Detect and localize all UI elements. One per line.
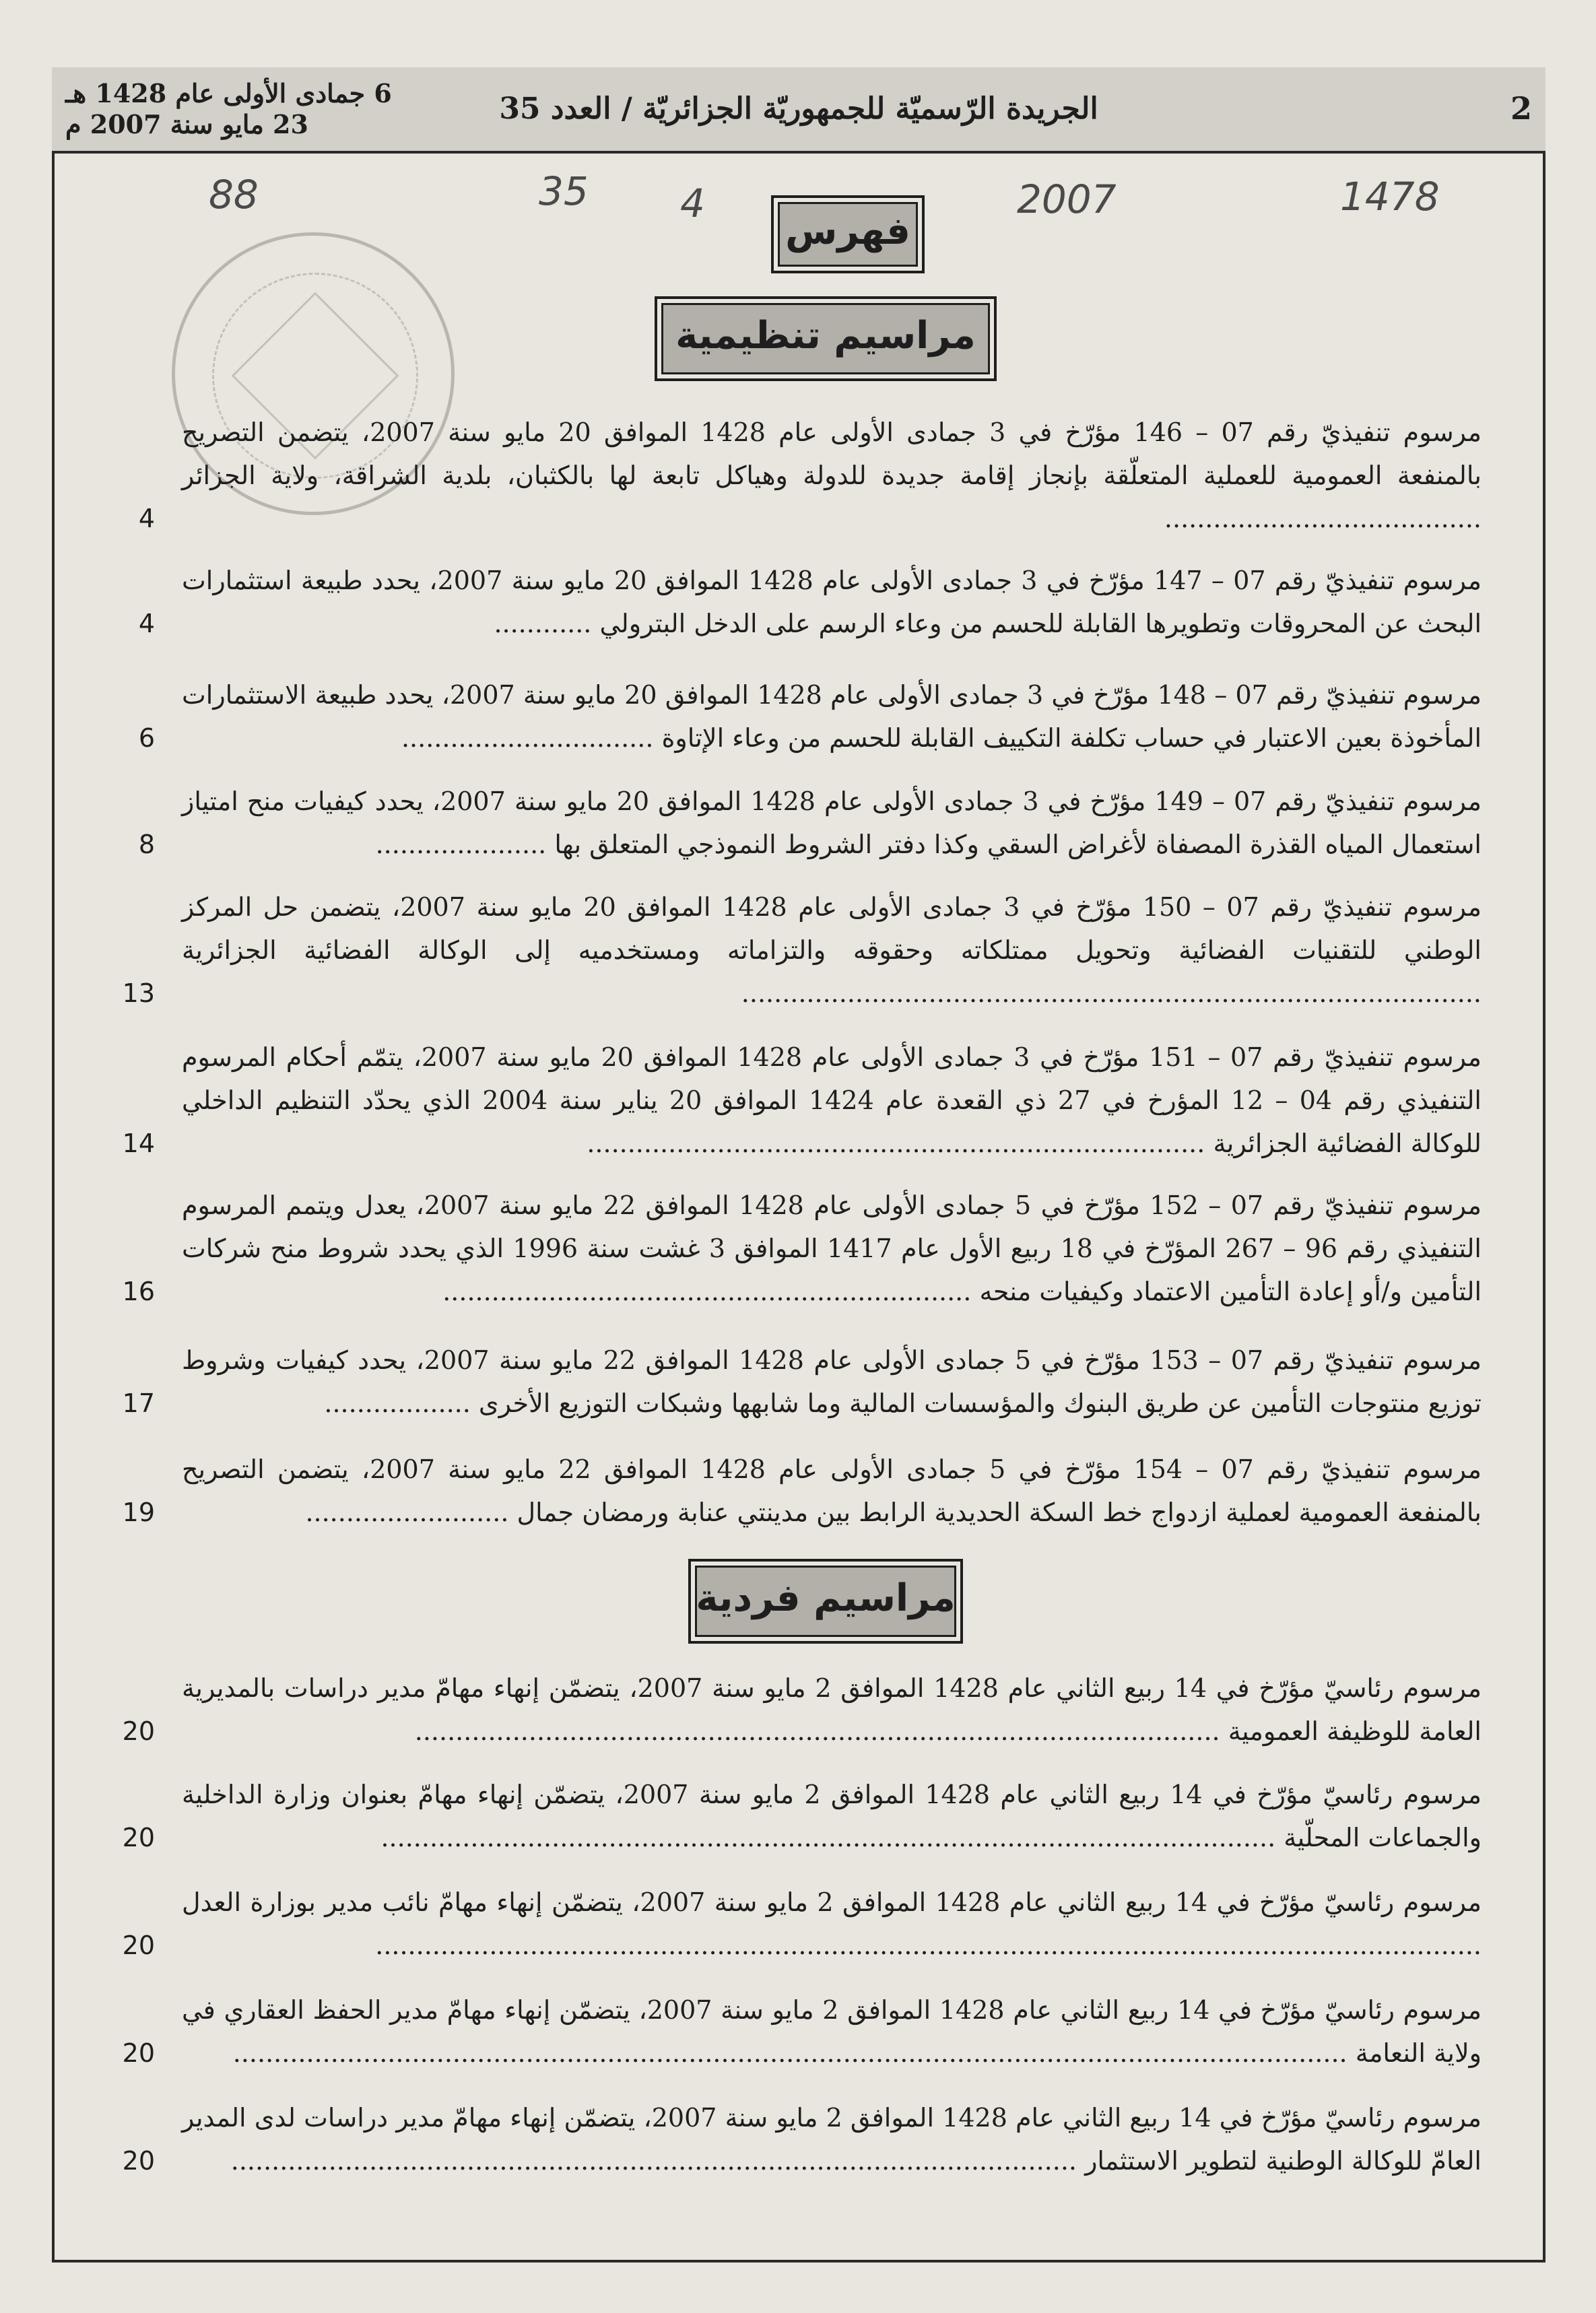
entry-page: 20 xyxy=(122,2146,155,2176)
entry-text: مرسوم تنفيذيّ رقم 07 – 151 مؤرّخ في 3 جمادى الأولى عام 1428 الموافق 20 مايو سنة 2007، يتمّم أحكام المرسوم التنفيذي رقم 04 – 12 المؤرخ في 27 ذي القعدة عام 1424 الموافق 20 يناير سنة 2004 الذي يحدّد التنظيم الداخلي للوكالة الفضائية الجزائرية xyxy=(182,1042,1482,1158)
entry-page: 4 xyxy=(138,504,155,533)
handwritten-note-3: 4 xyxy=(680,180,705,226)
entry-page: 20 xyxy=(122,1823,155,1852)
entry-page: 4 xyxy=(138,609,155,638)
toc-entry[interactable]: مرسوم تنفيذيّ رقم 07 – 148 مؤرّخ في 3 جمادى الأولى عام 1428 الموافق 20 مايو سنة 2007، يحدد طبيعة الاستثمارات المأخوذة بعين الاعتبار في حساب تكلفة التكييف القابلة للحسم من وعاء الإتاوة ............................... 6 xyxy=(182,673,1482,760)
toc-entry[interactable]: مرسوم تنفيذيّ رقم 07 – 150 مؤرّخ في 3 جمادى الأولى عام 1428 الموافق 20 مايو سنة 2007، يتضمن حل المركز الوطني للتقنيات الفضائية وتحويل ممتلكاته وحقوقه والتزاماته ومستخدميه إلى الوكالة الفضائية الجزائرية ........................................................................................... 13 xyxy=(182,885,1482,1015)
entry-text: مرسوم تنفيذيّ رقم 07 – 146 مؤرّخ في 3 جمادى الأولى عام 1428 الموافق 20 مايو سنة 2007، يتضمن التصريح بالمنفعة العمومية للعملية المتعلّقة بإنجاز إقامة جديدة للدولة وهياكل تابعة لها بالكثبان، بلدية الشراقة، ولاية الجزائر xyxy=(182,417,1482,490)
individual-decrees-title: مراسيم فردية xyxy=(688,1559,963,1644)
handwritten-note-4: 2007 xyxy=(1017,176,1117,222)
entry-text: مرسوم رئاسيّ مؤرّخ في 14 ربيع الثاني عام 1428 الموافق 2 مايو سنة 2007، يتضمّن إنهاء مهامّ مدير دراسات بالمديرية العامة للوظيفة العمومية xyxy=(182,1673,1482,1746)
entry-page: 20 xyxy=(122,2038,155,2068)
entry-page: 16 xyxy=(122,1277,155,1306)
entry-page: 20 xyxy=(122,1931,155,1960)
entry-text: مرسوم تنفيذيّ رقم 07 – 154 مؤرّخ في 5 جمادى الأولى عام 1428 الموافق 22 مايو سنة 2007، يتضمن التصريح بالمنفعة العمومية لعملية ازدواج خط السكة الحديدية الرابط بين مدينتي عنابة ورمضان جمال xyxy=(182,1454,1482,1527)
entry-page: 17 xyxy=(122,1388,155,1418)
entry-page: 19 xyxy=(122,1498,155,1527)
entry-text: مرسوم تنفيذيّ رقم 07 – 153 مؤرّخ في 5 جمادى الأولى عام 1428 الموافق 22 مايو سنة 2007، يحدد كيفيات وشروط توزيع منتوجات التأمين عن طريق البنوك والمؤسسات المالية وما شابهها وشبكات التوزيع الأخرى xyxy=(182,1345,1482,1418)
toc-entry[interactable]: مرسوم رئاسيّ مؤرّخ في 14 ربيع الثاني عام 1428 الموافق 2 مايو سنة 2007، يتضمّن إنهاء مهامّ مدير الحفظ العقاري في ولاية النعامة ......................................................................................................................................... 20 xyxy=(182,1988,1482,2075)
entry-text: مرسوم تنفيذيّ رقم 07 – 147 مؤرّخ في 3 جمادى الأولى عام 1428 الموافق 20 مايو سنة 2007، يحدد طبيعة استثمارات البحث عن المحروقات وتطويرها القابلة للحسم من وعاء الرسم على الدخل البترولي xyxy=(182,566,1482,638)
toc-entry[interactable]: مرسوم تنفيذيّ رقم 07 – 147 مؤرّخ في 3 جمادى الأولى عام 1428 الموافق 20 مايو سنة 2007، يحدد طبيعة استثمارات البحث عن المحروقات وتطويرها القابلة للحسم من وعاء الرسم على الدخل البترولي ............ 4 xyxy=(182,559,1482,645)
handwritten-note-2: 35 xyxy=(539,168,589,214)
entry-text: مرسوم رئاسيّ مؤرّخ في 14 ربيع الثاني عام 1428 الموافق 2 مايو سنة 2007، يتضمّن إنهاء مهامّ بعنوان وزارة الداخلية والجماعات المحلّية xyxy=(182,1780,1482,1852)
page-number: 2 xyxy=(1510,90,1532,127)
entry-text: مرسوم رئاسيّ مؤرّخ في 14 ربيع الثاني عام 1428 الموافق 2 مايو سنة 2007، يتضمّن إنهاء مهامّ مدير دراسات لدى المدير العامّ للوكالة الوطنية لتطوير الاستثمار xyxy=(182,2103,1482,2176)
entry-page: 13 xyxy=(122,978,155,1008)
toc-entry[interactable]: مرسوم تنفيذيّ رقم 07 – 154 مؤرّخ في 5 جمادى الأولى عام 1428 الموافق 22 مايو سنة 2007، يتضمن التصريح بالمنفعة العمومية لعملية ازدواج خط السكة الحديدية الرابط بين مدينتي عنابة ورمضان جمال ......................... 19 xyxy=(182,1448,1482,1534)
entry-page: 20 xyxy=(122,1716,155,1746)
entry-text: مرسوم تنفيذيّ رقم 07 – 150 مؤرّخ في 3 جمادى الأولى عام 1428 الموافق 20 مايو سنة 2007، يتضمن حل المركز الوطني للتقنيات الفضائية وتحويل ممتلكاته وحقوقه والتزاماته ومستخدميه إلى الوكالة الفضائية الجزائرية xyxy=(182,892,1482,965)
toc-entry[interactable]: مرسوم تنفيذيّ رقم 07 – 151 مؤرّخ في 3 جمادى الأولى عام 1428 الموافق 20 مايو سنة 2007، يتمّم أحكام المرسوم التنفيذي رقم 04 – 12 المؤرخ في 27 ذي القعدة عام 1424 الموافق 20 يناير سنة 2004 الذي يحدّد التنظيم الداخلي للوكالة الفضائية الجزائرية ............................................................................ 14 xyxy=(182,1036,1482,1165)
journal-title: الجريدة الرّسميّة للجمهوريّة الجزائريّة / العدد 35 xyxy=(499,92,1098,126)
toc-entry[interactable]: مرسوم رئاسيّ مؤرّخ في 14 ربيع الثاني عام 1428 الموافق 2 مايو سنة 2007، يتضمّن إنهاء مهامّ بعنوان وزارة الداخلية والجماعات المحلّية .............................................................................................................. 20 xyxy=(182,1773,1482,1859)
toc-entry[interactable]: مرسوم رئاسيّ مؤرّخ في 14 ربيع الثاني عام 1428 الموافق 2 مايو سنة 2007، يتضمّن إنهاء مهامّ نائب مدير بوزارة العدل ........................................................................................................................................ 20 xyxy=(182,1881,1482,1967)
entry-page: 8 xyxy=(138,830,155,859)
entry-text: مرسوم رئاسيّ مؤرّخ في 14 ربيع الثاني عام 1428 الموافق 2 مايو سنة 2007، يتضمّن إنهاء مهامّ مدير الحفظ العقاري في ولاية النعامة xyxy=(182,1995,1482,2068)
entry-text: مرسوم تنفيذيّ رقم 07 – 148 مؤرّخ في 3 جمادى الأولى عام 1428 الموافق 20 مايو سنة 2007، يحدد طبيعة الاستثمارات المأخوذة بعين الاعتبار في حساب تكلفة التكييف القابلة للحسم من وعاء الإتاوة xyxy=(182,680,1482,753)
toc-entry[interactable]: مرسوم تنفيذيّ رقم 07 – 149 مؤرّخ في 3 جمادى الأولى عام 1428 الموافق 20 مايو سنة 2007، يحدد كيفيات منح امتياز استعمال المياه القذرة المصفاة لأغراض السقي وكذا دفتر الشروط النموذجي المتعلق بها ..................... 8 xyxy=(182,780,1482,866)
regulatory-decrees-title: مراسيم تنظيمية xyxy=(655,296,997,381)
date-gregorian: 23 مايو سنة 2007 م xyxy=(65,109,308,139)
date-hijri: 6 جمادى الأولى عام 1428 هـ xyxy=(65,78,392,108)
entry-page: 14 xyxy=(122,1129,155,1158)
toc-entry[interactable]: مرسوم تنفيذيّ رقم 07 – 146 مؤرّخ في 3 جمادى الأولى عام 1428 الموافق 20 مايو سنة 2007، يتضمن التصريح بالمنفعة العمومية للعملية المتعلّقة بإنجاز إقامة جديدة للدولة وهياكل تابعة لها بالكثبان، بلدية الشراقة، ولاية الجزائر ....................................... 4 xyxy=(182,411,1482,540)
handwritten-note-5: 1478 xyxy=(1340,174,1440,220)
entry-text: مرسوم رئاسيّ مؤرّخ في 14 ربيع الثاني عام 1428 الموافق 2 مايو سنة 2007، يتضمّن إنهاء مهامّ نائب مدير بوزارة العدل xyxy=(182,1887,1482,1917)
toc-entry[interactable]: مرسوم رئاسيّ مؤرّخ في 14 ربيع الثاني عام 1428 الموافق 2 مايو سنة 2007، يتضمّن إنهاء مهامّ مدير دراسات بالمديرية العامة للوظيفة العمومية ................................................................................................... 20 xyxy=(182,1667,1482,1753)
entry-text: مرسوم تنفيذيّ رقم 07 – 152 مؤرّخ في 5 جمادى الأولى عام 1428 الموافق 22 مايو سنة 2007، يعدل ويتمم المرسوم التنفيذي رقم 96 – 267 المؤرّخ في 18 ربيع الأول عام 1417 الموافق 3 غشت سنة 1996 الذي يحدد شروط منح شركات التأمين و/أو إعادة التأمين الاعتماد وكيفيات منحه xyxy=(182,1191,1482,1306)
contents-title: فهرس xyxy=(771,195,925,273)
toc-entry[interactable]: مرسوم رئاسيّ مؤرّخ في 14 ربيع الثاني عام 1428 الموافق 2 مايو سنة 2007، يتضمّن إنهاء مهامّ مدير دراسات لدى المدير العامّ للوكالة الوطنية لتطوير الاستثمار ........................................................................................................ 20 xyxy=(182,2096,1482,2182)
handwritten-note-1: 88 xyxy=(209,172,259,217)
entry-page: 6 xyxy=(138,723,155,753)
toc-entry[interactable]: مرسوم تنفيذيّ رقم 07 – 152 مؤرّخ في 5 جمادى الأولى عام 1428 الموافق 22 مايو سنة 2007، يعدل ويتمم المرسوم التنفيذي رقم 96 – 267 المؤرّخ في 18 ربيع الأول عام 1417 الموافق 3 غشت سنة 1996 الذي يحدد شروط منح شركات التأمين و/أو إعادة التأمين الاعتماد وكيفيات منحه ................................................................. 16 xyxy=(182,1184,1482,1313)
entry-text: مرسوم تنفيذيّ رقم 07 – 149 مؤرّخ في 3 جمادى الأولى عام 1428 الموافق 20 مايو سنة 2007، يحدد كيفيات منح امتياز استعمال المياه القذرة المصفاة لأغراض السقي وكذا دفتر الشروط النموذجي المتعلق بها xyxy=(182,786,1482,859)
toc-entry[interactable]: مرسوم تنفيذيّ رقم 07 – 153 مؤرّخ في 5 جمادى الأولى عام 1428 الموافق 22 مايو سنة 2007، يحدد كيفيات وشروط توزيع منتوجات التأمين عن طريق البنوك والمؤسسات المالية وما شابهها وشبكات التوزيع الأخرى .................. 17 xyxy=(182,1339,1482,1425)
page-header xyxy=(52,67,1545,154)
